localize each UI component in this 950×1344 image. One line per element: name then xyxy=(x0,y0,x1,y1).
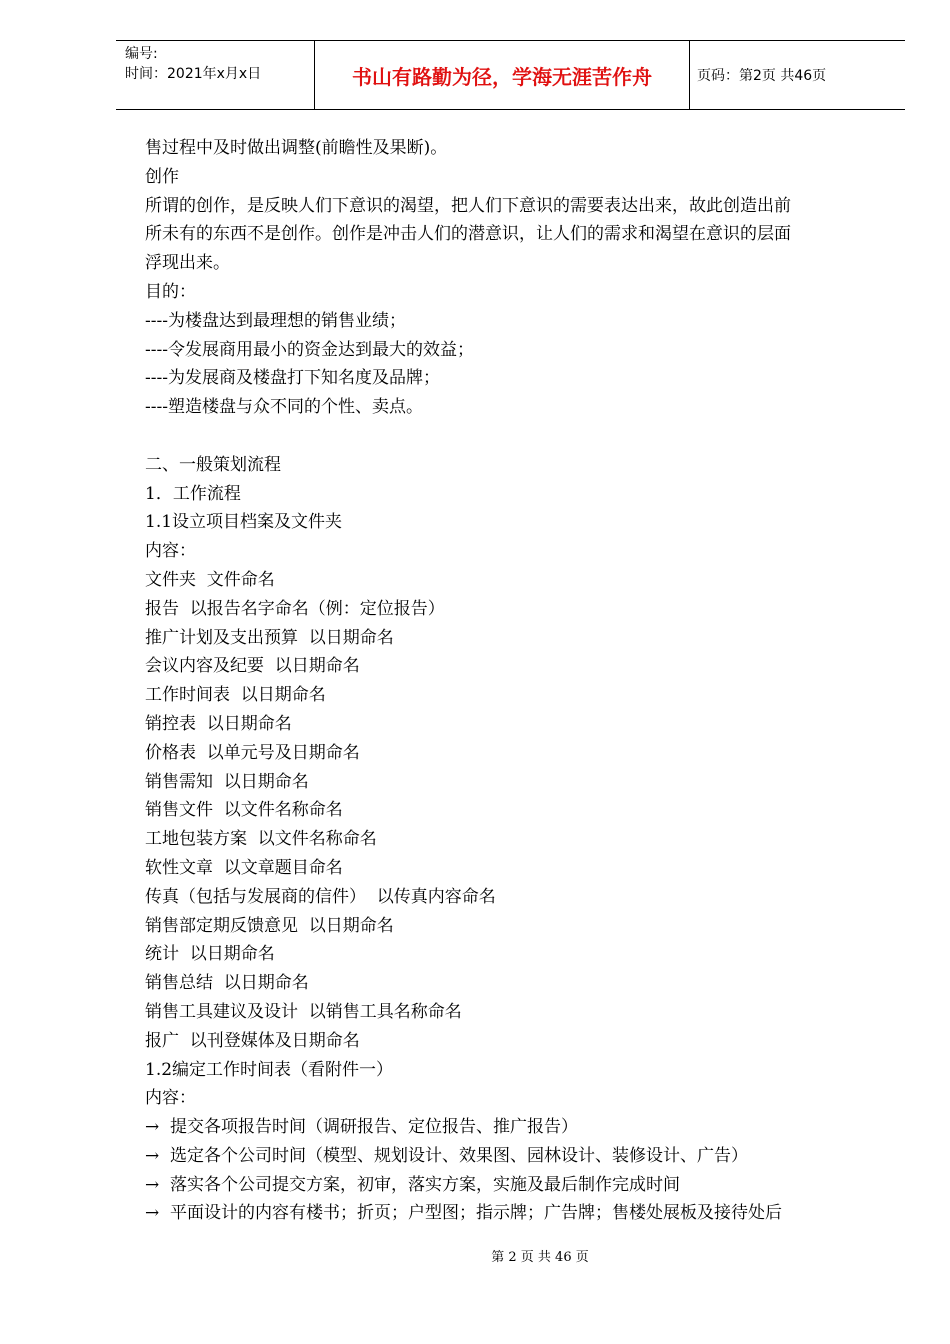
text-line: 推广计划及支出预算 以日期命名 xyxy=(145,627,394,648)
text-line xyxy=(145,422,885,451)
text-line: 内容： xyxy=(145,541,196,562)
text-line: 工地包装方案 以文件名称命名 xyxy=(145,829,377,850)
text-line: ----为楼盘达到最理想的销售业绩； xyxy=(145,310,406,331)
text-line: 内容： xyxy=(145,1088,196,1109)
document-number: 编号: xyxy=(125,46,158,62)
text-line: 销控表 以日期命名 xyxy=(145,713,292,734)
document-date: 时间：2021年x月x日 xyxy=(125,66,262,82)
text-line: 所未有的东西不是创作。创作是冲击人们的潜意识，让人们的需求和渴望在意识的层面 xyxy=(145,224,791,245)
text-line: → 选定各个公司时间（模型、规划设计、效果图、园林设计、装修设计、广告） xyxy=(145,1145,749,1166)
text-line: → 平面设计的内容有楼书；折页；户型图；指示牌；广告牌；售楼处展板及接待处后 xyxy=(145,1203,783,1224)
text-line: ----令发展商用最小的资金达到最大的效益； xyxy=(145,339,474,360)
text-line: → 提交各项报告时间（调研报告、定位报告、推广报告） xyxy=(145,1117,579,1138)
header-motto: 书山有路勤为径，学海无涯苦作舟 xyxy=(315,41,690,109)
text-line: 创作 xyxy=(145,166,179,187)
header-page-number: 页码：第2页 共46页 xyxy=(697,68,827,84)
text-line: 销售部定期反馈意见 以日期命名 xyxy=(145,915,394,936)
text-line: 传真（包括与发展商的信件） 以传真内容命名 xyxy=(145,886,496,907)
text-line: 价格表 以单元号及日期命名 xyxy=(145,742,360,763)
header-meta xyxy=(116,41,315,109)
text-line: 会议内容及纪要 以日期命名 xyxy=(145,656,360,677)
text-line: 浮现出来。 xyxy=(145,253,230,274)
text-line: 报告 以报告名字命名（例：定位报告） xyxy=(145,598,445,619)
text-line: 1.1设立项目档案及文件夹 xyxy=(145,512,343,533)
text-line: → 落实各个公司提交方案，初审，落实方案，实施及最后制作完成时间 xyxy=(145,1174,681,1195)
text-line: ----为发展商及楼盘打下知名度及品牌； xyxy=(145,368,440,389)
text-line: 1.2编定工作时间表（看附件一） xyxy=(145,1059,394,1080)
text-line: 销售文件 以文件名称命名 xyxy=(145,800,343,821)
document-body xyxy=(145,134,885,1228)
text-line: 文件夹 文件命名 xyxy=(145,569,275,590)
page-footer: 第 2 页 共 46 页 xyxy=(491,1250,589,1265)
text-line: 目的： xyxy=(145,281,196,302)
text-line: 1．工作流程 xyxy=(145,483,241,504)
text-line: 售过程中及时做出调整(前瞻性及果断)。 xyxy=(145,138,448,158)
text-line: 软性文章 以文章题目命名 xyxy=(145,857,343,878)
page-header xyxy=(116,40,905,110)
text-line: 销售需知 以日期命名 xyxy=(145,771,309,792)
text-line: 二、一般策划流程 xyxy=(145,454,281,475)
text-line: 工作时间表 以日期命名 xyxy=(145,685,326,706)
text-line: 报广 以刊登媒体及日期命名 xyxy=(145,1030,360,1051)
text-line: ----塑造楼盘与众不同的个性、卖点。 xyxy=(145,397,423,418)
text-line: 所谓的创作，是反映人们下意识的渴望，把人们下意识的需要表达出来，故此创造出前 xyxy=(145,195,791,216)
text-line: 销售工具建议及设计 以销售工具名称命名 xyxy=(145,1001,462,1022)
text-line: 统计 以日期命名 xyxy=(145,944,275,965)
text-line: 销售总结 以日期命名 xyxy=(145,973,309,994)
